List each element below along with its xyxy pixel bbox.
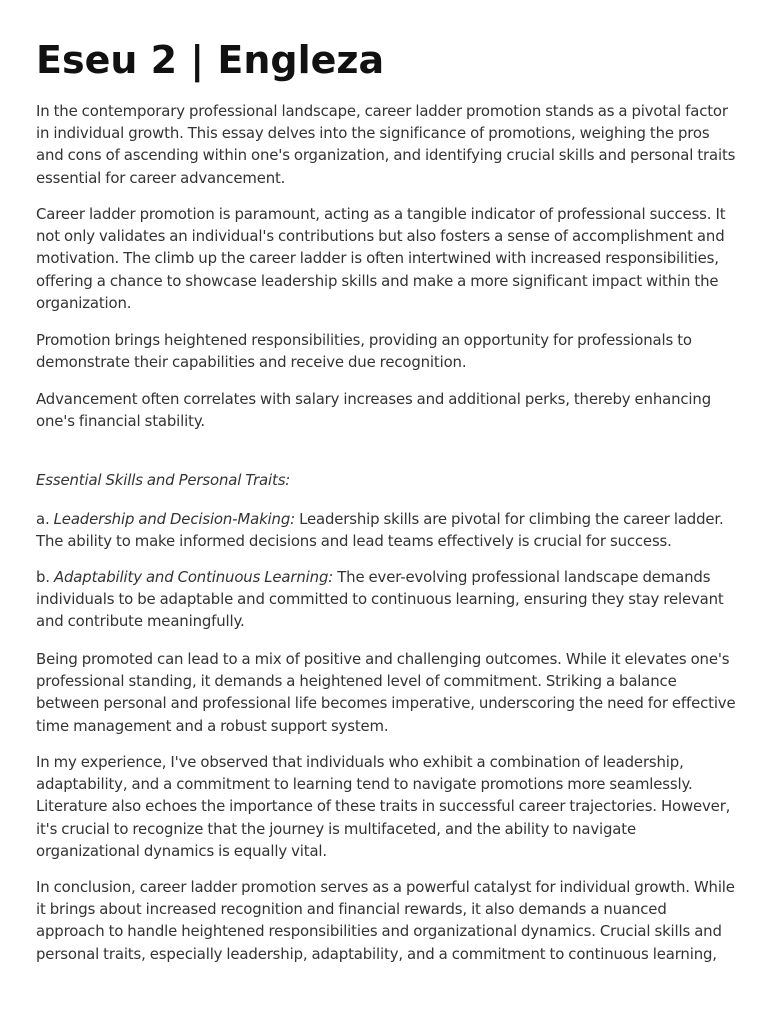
- paragraph-financial: Advancement often correlates with salary increases and additional perks, thereby enhancing one's financial stability.: [36, 390, 712, 431]
- skill-text: The ever-evolving professional landscape demands individuals to be adaptable and committed to continuous learning, ensuring they stay relevant and contribute meaningfully.: [36, 568, 724, 631]
- paragraph-outcomes: Being promoted can lead to a mix of positive and challenging outcomes. While it elevates one's professional standing, it demands a heightened level of commitment. Striking a balance between personal and professional life becomes imperative, underscoring the need for effective time management and a robust support system.: [36, 650, 736, 735]
- skill-prefix: b.: [36, 568, 54, 586]
- skill-text: Leadership skills are pivotal for climbing the career ladder. The ability to make informed decisions and lead teams effectively is crucial for success.: [36, 510, 724, 551]
- paragraph-responsibilities: Promotion brings heightened responsibilities, providing an opportunity for professionals to demonstrate their capabilities and receive due recognition.: [36, 331, 692, 372]
- skill-name: Adaptability and Continuous Learning:: [53, 568, 334, 586]
- section-heading-text: Essential Skills and Personal Traits:: [36, 471, 291, 489]
- document-title: Eseu 2 | Engleza: [36, 38, 385, 82]
- paragraph-importance: Career ladder promotion is paramount, acting as a tangible indicator of professional success. It not only validates an individual's contributions but also fosters a sense of accomplishment and motivation. The climb up the career ladder is often intertwined with increased responsibilities, offering a chance to showcase leadership skills and make a more significant impact within the organization.: [36, 205, 726, 312]
- paragraph-intro: In the contemporary professional landscape, career ladder promotion stands as a pivotal factor in individual growth. This essay delves into the significance of promotions, weighing the pros and cons of ascending within one's organization, and identifying crucial skills and personal traits essential for career advancement.: [36, 102, 736, 187]
- skill-item-adaptability: [36, 566, 736, 633]
- document-page: [36, 0, 736, 963]
- skill-name: Leadership and Decision-Making:: [53, 510, 295, 528]
- skill-prefix: a.: [36, 510, 54, 528]
- paragraph-experience: In my experience, I've observed that individuals who exhibit a combination of leadership, adaptability, and a commitment to learning tend to navigate promotions more seamlessly. Literature also echoes the importance of these traits in successful career trajectories. However, it's crucial to recognize that the journey is multifaceted, and the ability to navigate organizational dynamics is equally vital.: [36, 753, 731, 860]
- skill-item-leadership: [36, 508, 736, 552]
- paragraph-conclusion: In conclusion, career ladder promotion serves as a powerful catalyst for individual growth. While it brings about increased recognition and financial rewards, it also demands a nuanced approach to handle heightened responsibilities and organizational dynamics. Crucial skills and personal traits, especially leadership, adaptability, and a commitment to continuous learning,: [36, 878, 735, 963]
- section-heading: [36, 469, 736, 491]
